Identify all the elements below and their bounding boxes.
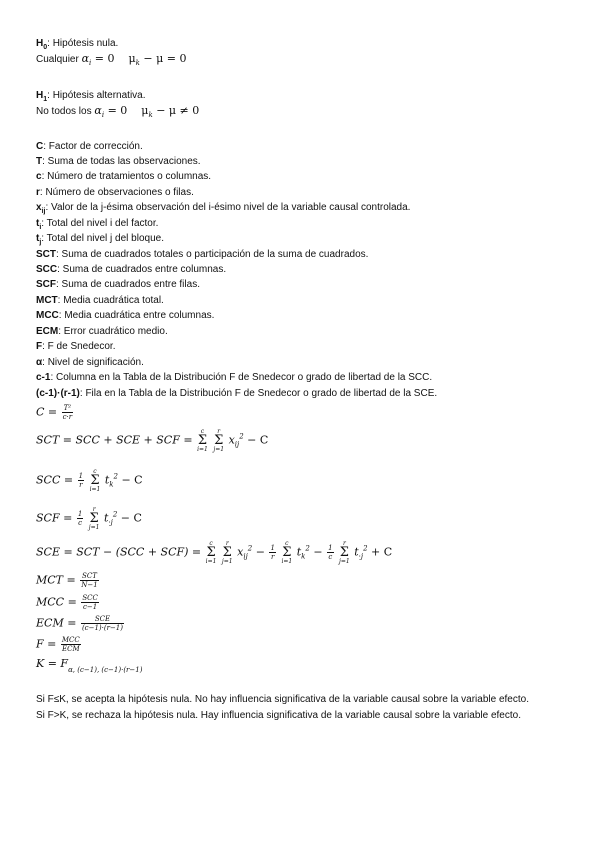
h1-condition: No todos los $\alpha_i = 0$ $\mu_k - \mu \ne 0$ <box>36 104 200 119</box>
formula-k: $K = F_{\alpha, (c-1), (c-1)\cdot(r-1)}$ <box>36 657 143 674</box>
def-f: F: F de Snedecor. <box>36 341 116 352</box>
h0-symbol: $H_0$ <box>36 38 48 51</box>
def-scc: SCC: Suma de cuadrados entre columnas. <box>36 264 227 275</box>
def-sct: SCT: Suma de cuadrados totales o participación de la suma de cuadrados. <box>36 249 369 260</box>
formula-c: C = $\frac{\text{T²}}{c\cdot r}$ <box>36 404 73 421</box>
def-c1-r1: (c-1)·(r-1): Fila en la Tabla de la Distribución F de Snedecor o grado de libertad de la SCE. <box>36 388 438 399</box>
def-t: T: Suma de todas las observaciones. <box>36 156 201 167</box>
formula-ecm: ECM = $\frac{\text{SCE}}{(c-1)\cdot(r-1)}$ <box>36 615 123 632</box>
def-tj: $t_j$: Total del nivel j del bloque. <box>36 233 164 246</box>
conclusion-reject: Si F>K, se rechaza la hipótesis nula. Hay influencia significativa de la variable causal sobre la variable efecto. <box>36 710 521 721</box>
formula-sce: SCE = SCT − (SCC + SCF) = c Σ i=1 r Σ j=1 $x_{ij}^2$ − $\frac{1}{r}$ c Σ i=1 $t_k^2$ − $\frac{1}{c}$ r Σ j=1 $t_{\cdot j}^2 + C$ <box>36 540 393 565</box>
def-alpha: α: Nivel de significación. <box>36 357 144 368</box>
def-c-lower: c: Número de tratamientos o columnas. <box>36 171 212 182</box>
h1-symbol: $H_1$ <box>36 90 48 103</box>
formula-f: F = $\frac{\text{MCC}}{\text{ECM}}$ <box>36 636 80 653</box>
def-c: C: Factor de corrección. <box>36 141 143 152</box>
formula-scc: SCC = $\frac{1}{r}$ c Σ i=1 $t_k^2 - C$ <box>36 468 143 493</box>
def-scf: SCF: Suma de cuadrados entre filas. <box>36 279 200 290</box>
conclusion-accept: Si F≤K, se acepta la hipótesis nula. No hay influencia significativa de la variable causal sobre la variable efecto. <box>36 694 529 705</box>
formula-mct: MCT = $\frac{\text{SCT}}{N-1}$ <box>36 572 98 589</box>
h1-definition: $H_1$: Hipótesis alternativa. <box>36 90 146 103</box>
formula-mcc: MCC = $\frac{\text{SCC}}{c-1}$ <box>36 594 98 611</box>
def-ti: $t_i$: Total del nivel i del factor. <box>36 218 159 231</box>
def-c-minus-1: c-1: Columna en la Tabla de la Distribución F de Snedecor o grado de libertad de la SCC. <box>36 372 433 383</box>
def-ecm: ECM: Error cuadrático medio. <box>36 326 168 337</box>
def-mcc: MCC: Media cuadrática entre columnas. <box>36 310 215 321</box>
h0-definition: $H_0$: Hipótesis nula. <box>36 38 119 51</box>
def-xij: $x_{ij}$: Valor de la j-ésima observación del i-ésimo nivel de la variable causal controlada. <box>36 202 411 215</box>
def-mct: MCT: Media cuadrática total. <box>36 295 164 306</box>
def-r: r: Número de observaciones o filas. <box>36 187 194 198</box>
formula-sct: SCT = SCC + SCE + SCF = c Σ i=1 r Σ j=1 $x_{ij}^2 - C$ <box>36 428 269 453</box>
h0-condition: Cualquier $\alpha_i = 0$ $\mu_k - \mu = 0$ <box>36 52 187 67</box>
formula-scf: SCF = $\frac{1}{c}$ r Σ j=1 $t_{\cdot j}^2 - C$ <box>36 506 142 531</box>
